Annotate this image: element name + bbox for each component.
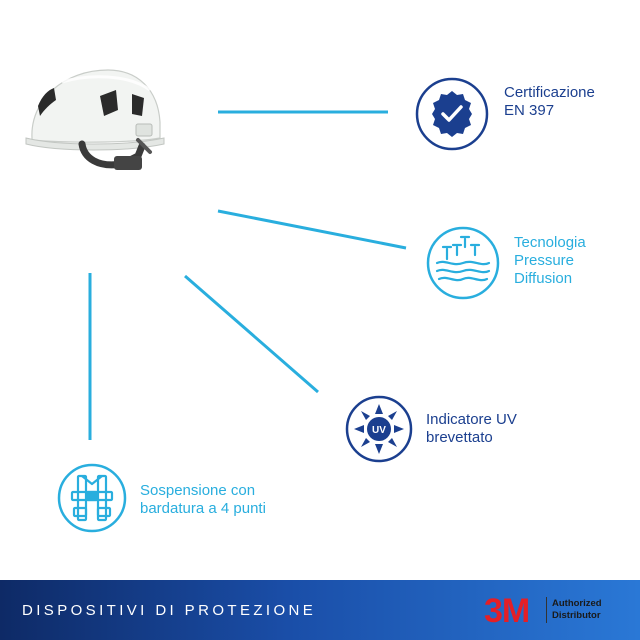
uv-label-line2: brevettato <box>426 429 493 446</box>
brand-subtitle-line2: Distributor <box>552 610 601 621</box>
verified-badge-icon <box>414 76 490 152</box>
connector-line-uv <box>185 276 318 392</box>
pressure-label <box>514 234 586 288</box>
brand-subtitle <box>552 598 602 622</box>
brand-logo-3m: 3M <box>484 592 530 630</box>
suspension-label-line1: Sospensione con <box>140 482 256 499</box>
safety-helmet-image <box>18 60 168 190</box>
pressure-label-line3: Diffusion <box>514 270 573 287</box>
certification-label-line1: Certificazione <box>504 84 595 101</box>
uv-sun-icon <box>344 394 414 464</box>
brand-subtitle-line1: Authorized <box>552 598 602 609</box>
pressure-label-line1: Tecnologia <box>514 234 586 251</box>
uv-label-line1: Indicatore UV <box>426 411 517 428</box>
suspension-label-line2: bardatura a 4 punti <box>140 500 266 517</box>
pressure-label-line2: Pressure <box>514 252 575 269</box>
authorized-distributor-badge <box>478 590 618 632</box>
brand-divider <box>546 597 547 623</box>
pressure-diffusion-icon <box>425 225 501 301</box>
harness-icon <box>56 462 128 534</box>
certification-label-line2: EN 397 <box>504 102 555 119</box>
uv-label <box>426 411 517 447</box>
certification-label <box>504 84 595 120</box>
footer-title: DISPOSITIVI DI PROTEZIONE <box>22 602 317 619</box>
connector-line-pressure <box>218 211 406 248</box>
suspension-label <box>140 482 266 518</box>
uv-icon-label: UV <box>372 425 386 436</box>
